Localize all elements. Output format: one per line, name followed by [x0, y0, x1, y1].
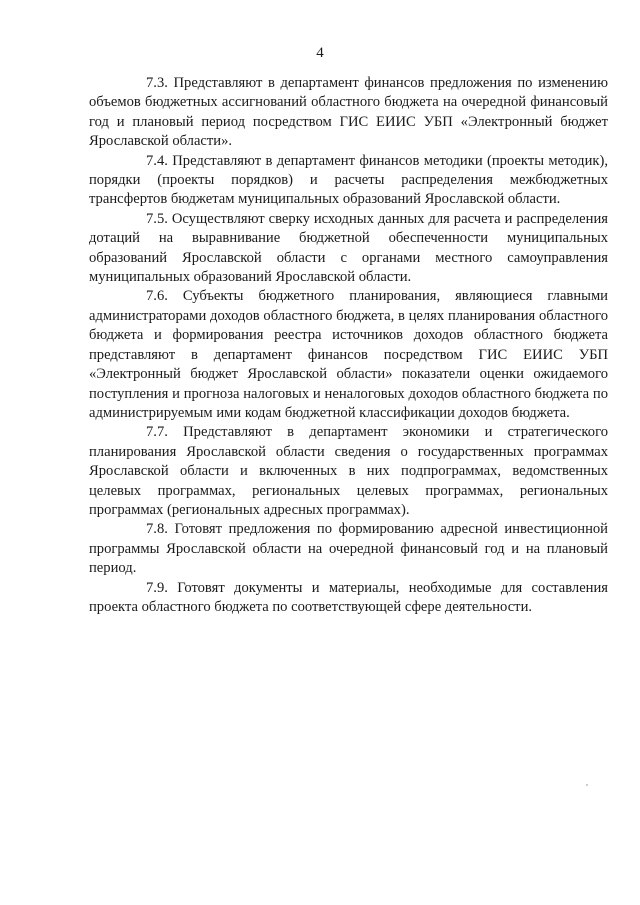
- paragraph-7-8: 7.8. Готовят предложения по формированию адресной инвестиционной программы Ярославской области на очередной финансовый год и на плановый период.: [89, 521, 608, 577]
- paragraph-7-6: 7.6. Субъекты бюджетного планирования, являющиеся главными администраторами доходов областного бюджета, в целях планирования областного бюджета и формирования реестра источников доходов областного бюджета представляют в департамент финансов посредством ГИС ЕИИС УБП «Электронный бюджет Ярославской области» показатели оценки ожидаемого поступления и прогноза налоговых и неналоговых доходов областного бюджета по администрируемым ими кодам бюджетной классификации доходов бюджета.: [89, 288, 608, 421]
- paragraph-7-5: 7.5. Осуществляют сверку исходных данных для расчета и распределения дотаций на выравнивание бюджетной обеспеченности муниципальных образований Ярославской области с органами местного самоуправления муниципальных образований Ярославской области.: [89, 210, 608, 286]
- document-body: [89, 74, 608, 617]
- paragraph-7-3: 7.3. Представляют в департамент финансов предложения по изменению объемов бюджетных ассигнований областного бюджета на очередной финансовый год и плановый период посредством ГИС ЕИИС УБП «Электронный бюджет Ярославской области».: [89, 75, 608, 150]
- paragraph-7-7: 7.7. Представляют в департамент экономики и стратегического планирования Ярославской области сведения о государственных программах Ярославской области и включенных в них подпрограммах, ведомственных целевых программах, региональных целевых программах, региональных программах (региональных адресных программах).: [89, 424, 608, 518]
- paragraph-7-4: 7.4. Представляют в департамент финансов методики (проекты методик), порядки (проекты порядков) и расчеты распределения межбюджетных трансфертов бюджетам муниципальных образований Ярославской области.: [89, 152, 608, 208]
- page-number: 4: [316, 45, 324, 61]
- scan-speck: [586, 784, 588, 786]
- paragraph-7-9: 7.9. Готовят документы и материалы, необходимые для составления проекта областного бюджета по соответствующей сфере деятельности.: [89, 579, 608, 615]
